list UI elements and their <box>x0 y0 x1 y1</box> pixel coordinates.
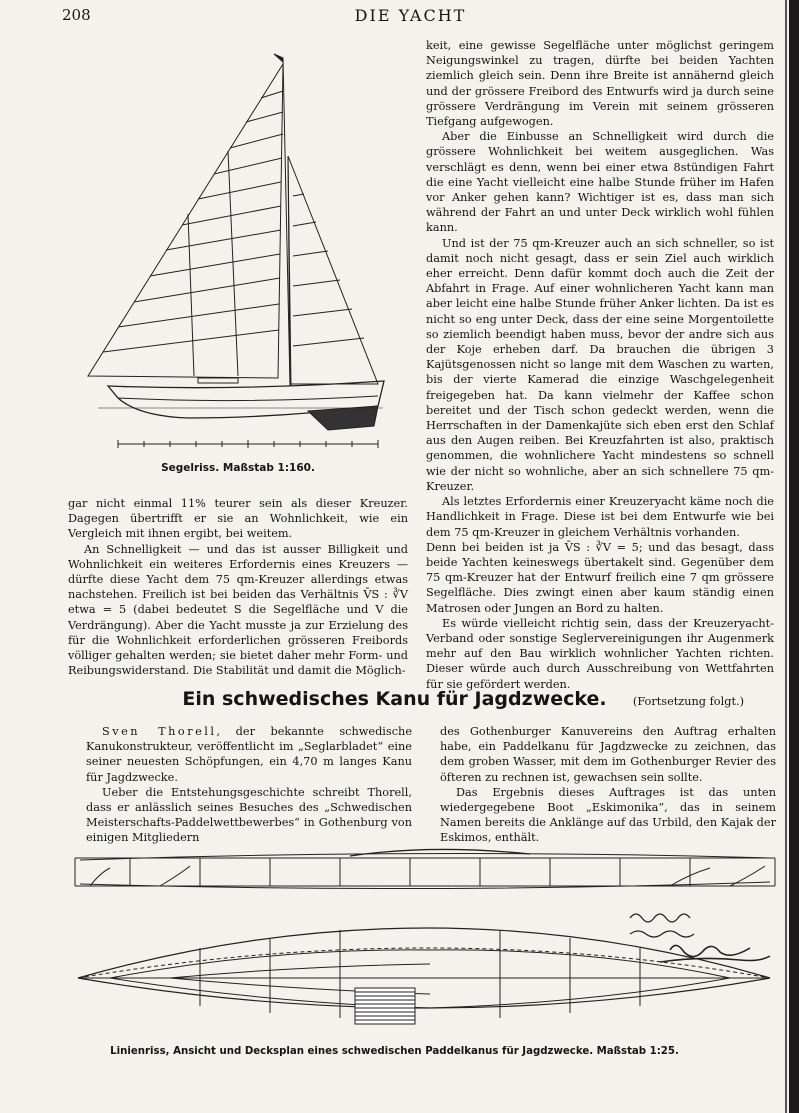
page-header <box>62 6 759 26</box>
canoe-lines-drawing <box>70 838 785 1043</box>
article-left-column <box>86 724 412 846</box>
page-number: 208 <box>62 6 91 24</box>
continuation-note: (Fortsetzung folgt.) <box>632 694 744 708</box>
paragraph: gar nicht einmal 11% teurer sein als dieser Kreuzer. Dagegen übertrifft er sie an Wohnlichkeit, wie ein Vergleich mit ihnen ergibt, bei weitem. <box>68 497 408 541</box>
author-name: Sven Thorell <box>102 725 217 738</box>
paragraph: Ueber die Entstehungsgeschichte schreibt Thorell, dass er anlässlich seines Besuches des „Schwedischen Meisterschafts-Paddelwettbewerbes“ in Gothenburg von einigen Mitgliedern <box>86 785 412 845</box>
paragraph: keit, eine gewisse Segelfläche unter möglichst geringem Neigungswinkel zu tragen, dürfte bei beiden Yachten ziemlich gleich sein. Denn ihre Breite ist annähernd gleich und der grössere Freibord des Entwurfs wird ja durch seine grössere Verdrängung im Verein mit seinem grösseren Tiefgang aufgewogen. <box>426 39 774 129</box>
article-right-column <box>440 724 776 846</box>
right-column-top <box>426 38 774 709</box>
sail-plan-caption: Segelriss. Maßstab 1:160. <box>161 462 315 474</box>
paragraph: Und ist der 75 qm-Kreuzer auch an sich schneller, so ist damit noch nicht gesagt, dass er sein Ziel auch wirklich eher erreicht. Denn dafür kommt doch auch die Zeit der Abfahrt in Frage. Auf einer wohnlicheren Yacht kann man aber leicht eine halbe Stunde früher Anker lichten. Da ist es nicht so eng unter Deck, dass der eine seine Morgentoilette so ziemlich beendigt haben muss, bevor der andre sich aus der Koje erheben darf. Da brauchen die übrigen 3 Kajütsgenossen nicht so lange mit dem Waschen zu warten, bis der vierte Kamerad die einzige Waschgelegenheit freigegeben hat. Da kann vielmehr der Kaffee schon bereitet und der Tisch schon gedeckt werden, wenn die Herrschaften in der Damenkajüte sich eben erst den Schlaf aus den Augen reiben. Bei Kreuzfahrten ist also, praktisch genommen, die wohnlichere Yacht mindestens so schnell wie der nicht so wohnliche, aber an sich schnellere 75 qm-Kreuzer. <box>426 236 774 493</box>
paragraph: des Gothenburger Kanuvereins den Auftrag erhalten habe, ein Paddelkanu für Jagdzwecke zu zeichnen, das dem groben Wasser, mit dem im Gothenburger Revier des öfteren zu rechnen ist, gewachsen sein sollte. <box>440 725 776 784</box>
article-title: Ein schwedisches Kanu für Jagdzwecke. <box>182 688 607 710</box>
canoe-drawing-caption: Linienriss, Ansicht und Decksplan eines schwedischen Paddelkanus für Jagdzwecke. Maßstab 1:25. <box>110 1046 679 1057</box>
paragraph: Es würde vielleicht richtig sein, dass der Kreuzeryacht-Verband oder sonstige Seglervereinigungen ihr Augenmerk mehr auf den Bau wirklich wohnlicher Yachten richten. Dieser würde auch durch Ausschreibung von Wettfahrten für sie gefördert werden. <box>426 616 774 691</box>
paragraph: Als letztes Erfordernis einer Kreuzeryacht käme noch die Handlichkeit in Frage. Diese ist bei dem Entwurfe wie bei dem 75 qm-Kreuzer in gleichem Verhältnis vorhanden. <box>426 495 774 539</box>
left-column-top <box>68 496 408 678</box>
paragraph-text: , der bekannte schwedische Kanukonstrukteur, veröffentlicht im „Seglarbladet“ eine seiner neuesten Schöpfungen, ein 4,70 m langes Kanu für Jagdzwecke. <box>86 725 412 784</box>
sail-plan-drawing <box>78 46 400 458</box>
paragraph: An Schnelligkeit — und das ist ausser Billigkeit und Wohnlichkeit ein weiteres Erfordernis eines Kreuzers — dürfte diese Yacht dem 75 qm-Kreuzer allerdings etwas nachstehen. Freilich ist bei beiden das Verhältnis V̄S : ∛V etwa = 5 (dabei bedeutet S die Segelfläche und V die Verdrängung). Aber die Yacht musste ja zur Erzielung des für die Wohnlichkeit erforderlichen grösseren Freibords völliger gehalten werden; sie bietet daher mehr Form- und Reibungswiderstand. Die Stabilität und damit die Möglich- <box>68 542 408 678</box>
paragraph: Aber die Einbusse an Schnelligkeit wird durch die grössere Wohnlichkeit bei weitem ausgeglichen. Was verschlägt es denn, wenn bei einer etwa 8stündigen Fahrt die eine Yacht vielleicht eine halbe Stunde früher im Hafen vor Anker gehen kann? Wichtiger ist es, dass man sich während der Fahrt an und unter Deck wirklich wohl fühlen kann. <box>426 130 774 235</box>
scan-edge-line <box>785 0 787 1113</box>
paragraph <box>86 724 412 785</box>
scan-edge <box>789 0 799 1113</box>
paragraph: Denn bei beiden ist ja V̄S : ∛V = 5; und das besagt, dass beide Yachten keineswegs übertakelt sind. Gegenüber dem 75 qm-Kreuzer hat der Entwurf freilich eine 7 qm grössere Segelfläche. Dies zwingt einen aber kaum ständig einen Matrosen oder Jungen an Bord zu halten. <box>426 540 774 615</box>
running-title: DIE YACHT <box>354 6 467 25</box>
paragraph: Das Ergebnis dieses Auftrages ist das unten wiedergegebene Boot „Eskimonika“, das in seinem Namen bereits die Anklänge auf das Urbild, den Kajak der Eskimos, enthält. <box>440 785 776 845</box>
